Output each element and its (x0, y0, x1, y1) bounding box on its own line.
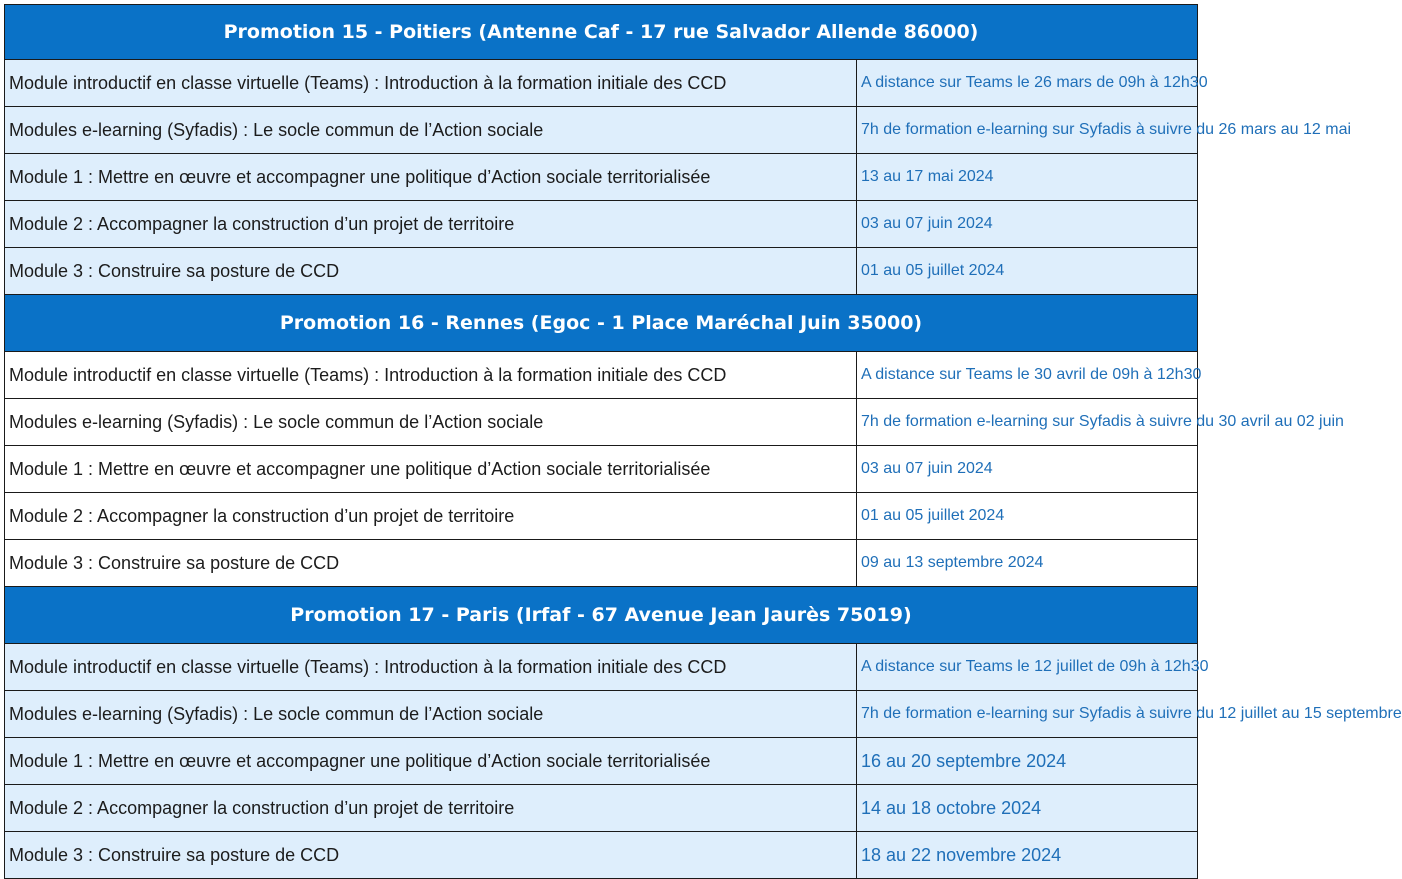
module-cell: Module 1 : Mettre en œuvre et accompagner une politique d’Action sociale territorialisée (5, 446, 857, 493)
table-row (5, 493, 1198, 540)
table-row (5, 107, 1198, 154)
module-cell: Module 2 : Accompagner la construction d’un projet de territoire (5, 201, 857, 248)
module-cell: Module 3 : Construire sa posture de CCD (5, 832, 857, 879)
module-cell: Module 3 : Construire sa posture de CCD (5, 248, 857, 295)
date-cell: 18 au 22 novembre 2024 (857, 832, 1198, 879)
table-row (5, 446, 1198, 493)
date-cell: 14 au 18 octobre 2024 (857, 785, 1198, 832)
table-row (5, 399, 1198, 446)
date-cell: 01 au 05 juillet 2024 (857, 493, 1198, 540)
module-cell: Module 2 : Accompagner la construction d’un projet de territoire (5, 493, 857, 540)
date-cell: 09 au 13 septembre 2024 (857, 540, 1198, 587)
promotion-header-row (5, 295, 1198, 352)
table-row (5, 832, 1198, 879)
module-cell: Modules e-learning (Syfadis) : Le socle commun de l’Action sociale (5, 399, 857, 446)
module-cell: Module 1 : Mettre en œuvre et accompagner une politique d’Action sociale territorialisée (5, 738, 857, 785)
module-cell: Module 2 : Accompagner la construction d’un projet de territoire (5, 785, 857, 832)
table-row (5, 540, 1198, 587)
table-row (5, 60, 1198, 107)
table-row (5, 201, 1198, 248)
module-cell: Modules e-learning (Syfadis) : Le socle commun de l’Action sociale (5, 691, 857, 738)
promotion-header-row (5, 5, 1198, 60)
date-cell: 7h de formation e-learning sur Syfadis à suivre du 30 avril au 02 juin (857, 399, 1198, 446)
table-row (5, 738, 1198, 785)
module-cell: Module introductif en classe virtuelle (Teams) : Introduction à la formation initiale des CCD (5, 352, 857, 399)
module-cell: Module 3 : Construire sa posture de CCD (5, 540, 857, 587)
promotion-title: Promotion 15 - Poitiers (Antenne Caf - 17 rue Salvador Allende 86000) (5, 5, 1198, 60)
table-row (5, 644, 1198, 691)
module-cell: Modules e-learning (Syfadis) : Le socle commun de l’Action sociale (5, 107, 857, 154)
module-cell: Module 1 : Mettre en œuvre et accompagner une politique d’Action sociale territorialisée (5, 154, 857, 201)
promotion-title: Promotion 16 - Rennes (Egoc - 1 Place Maréchal Juin 35000) (5, 295, 1198, 352)
date-cell: 13 au 17 mai 2024 (857, 154, 1198, 201)
table-row (5, 352, 1198, 399)
module-cell: Module introductif en classe virtuelle (Teams) : Introduction à la formation initiale des CCD (5, 60, 857, 107)
date-cell: 03 au 07 juin 2024 (857, 446, 1198, 493)
promotion-title: Promotion 17 - Paris (Irfaf - 67 Avenue Jean Jaurès 75019) (5, 587, 1198, 644)
date-cell: 7h de formation e-learning sur Syfadis à suivre du 12 juillet au 15 septembre (857, 691, 1198, 738)
table-row (5, 785, 1198, 832)
date-cell: 16 au 20 septembre 2024 (857, 738, 1198, 785)
date-cell: A distance sur Teams le 12 juillet de 09h à 12h30 (857, 644, 1198, 691)
date-cell: A distance sur Teams le 30 avril de 09h à 12h30 (857, 352, 1198, 399)
promotion-header-row (5, 587, 1198, 644)
date-cell: 01 au 05 juillet 2024 (857, 248, 1198, 295)
module-cell: Module introductif en classe virtuelle (Teams) : Introduction à la formation initiale des CCD (5, 644, 857, 691)
date-cell: 03 au 07 juin 2024 (857, 201, 1198, 248)
table-row (5, 248, 1198, 295)
schedule-table (4, 4, 1402, 879)
date-cell: 7h de formation e-learning sur Syfadis à suivre du 26 mars au 12 mai (857, 107, 1198, 154)
date-cell: A distance sur Teams le 26 mars de 09h à 12h30 (857, 60, 1198, 107)
table-row (5, 154, 1198, 201)
table-row (5, 691, 1198, 738)
